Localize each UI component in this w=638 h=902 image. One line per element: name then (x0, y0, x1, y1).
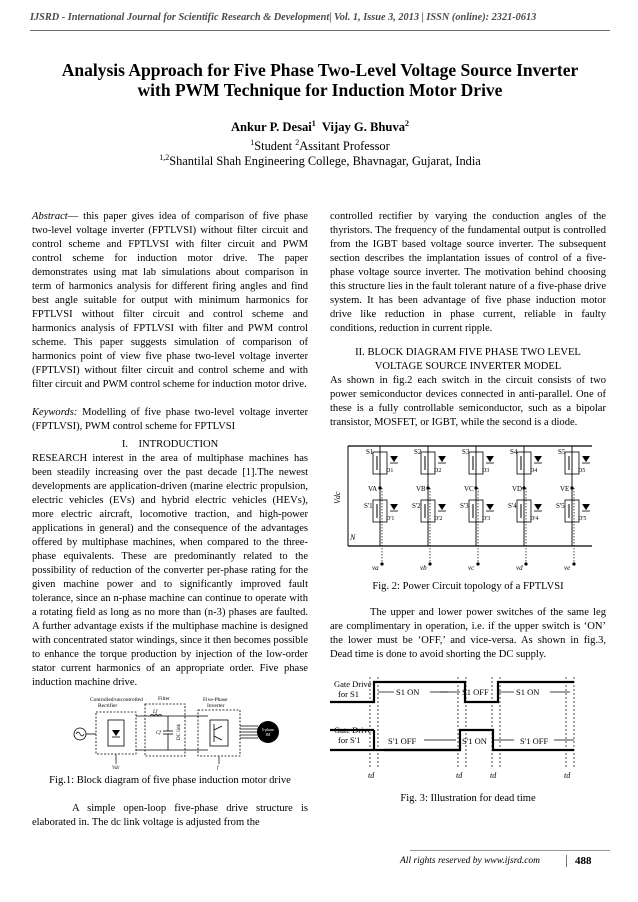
figure-2-caption: Fig. 2: Power Circuit topology of a FPTLVSI (372, 581, 564, 592)
fig3-td-2: td (456, 771, 463, 780)
node-label: VC (464, 485, 474, 493)
affiliation-sup: 1,2 (159, 152, 170, 162)
title-line-1: Analysis Approach for Five Phase Two-Level Voltage Source Inverter (61, 60, 579, 80)
node-label: VB (416, 485, 426, 493)
lower-diode-icon (390, 504, 398, 510)
output-node (476, 562, 479, 565)
output-label: vb (420, 564, 427, 572)
output-node (572, 562, 575, 565)
author-2: Vijay G. Bhuva (321, 120, 406, 134)
upper-switch-label: S3 (462, 448, 470, 456)
intro-paragraph-2: A simple open-loop five-phase drive structure is elaborated in. The dc link voltage is adjusted from the (32, 803, 308, 828)
inverter-block (198, 710, 240, 756)
output-label: va (372, 564, 379, 572)
lower-switch-label: S'2 (412, 502, 421, 510)
node-label: VD (512, 485, 523, 493)
figure-2 (330, 438, 606, 574)
lower-diode-label: D'5 (578, 516, 587, 522)
fig3-bottom-state-2: S'1 ON (462, 736, 487, 746)
figure-1-diagram (32, 694, 308, 770)
keywords-label: Keywords: (32, 407, 78, 418)
lower-diode-label: D'1 (386, 516, 395, 522)
fig1-label-filter: Filter (158, 696, 170, 702)
phase-node (474, 486, 477, 489)
author-1: Ankur P. Desai (230, 120, 312, 134)
page-number: 488 (566, 855, 592, 867)
left-column (32, 210, 308, 830)
figure-3-caption: Fig. 3: Illustration for dead time (400, 793, 536, 804)
lower-switch-label: S'1 (364, 502, 373, 510)
upper-switch-label: S1 (366, 448, 374, 456)
lower-diode-label: D'3 (482, 516, 491, 522)
author-2-sup: 2 (405, 118, 410, 128)
figure-1 (32, 694, 308, 770)
fig3-gate2-line1: Gate Drive (334, 725, 372, 735)
fig3-bottom-state-3: S'1 OFF (520, 736, 549, 746)
fig1-label-inv1: Five-Phase (203, 697, 228, 703)
upper-diode-label: D3 (482, 468, 490, 474)
output-label: ve (564, 564, 571, 572)
figure-2-diagram (330, 438, 606, 574)
fig1-label-motor1: 5-phase (261, 727, 275, 732)
output-label: vc (468, 564, 475, 572)
role-1: Student (254, 139, 296, 153)
intro-paragraph-1: RESEARCH interest in the area of multiphase machines has been steadily increasing over the past decade [1].The newest developments are application-driven (marine electric propulsion, electric vehicles (EVs) and hybrid electric vehicles (HEVs), more electric aircraft, locomotive traction, and high-power applications in general) and the consequence of the advantages offered by multiphase machines, when compared to the three-phase equivalents. These are predominantly related to the possibility of reduction of the converter per-phase rating for the given machine power and to significantly improved fault tolerance, since an n-phase machine can continue to operate with a rotating field as long as no more than (n-3) phases are faulted. A further advantage exists if the multiphase machine is designed with concentrated stator windings, since it then becomes possible to enhance the torque production by injection of the low-order stator current harmonics of an appropriate order. Five phase induction machine drive. (32, 453, 308, 688)
right-column (330, 210, 606, 806)
fig3-td-3: td (490, 771, 497, 780)
upper-switch-label: S4 (510, 448, 518, 456)
affiliation-text: Shantilal Shah Engineering College, Bhavnagar, Gujarat, India (169, 154, 481, 168)
keywords-text: Modelling of five phase two-level voltage inverter (FPTLVSI), PWM control scheme for FPTLVSI (32, 407, 308, 432)
lower-diode-icon (534, 504, 542, 510)
header-rule (30, 30, 610, 31)
output-node (380, 562, 383, 565)
upper-diode-label: D2 (434, 468, 442, 474)
section-2-title-line-1: II. BLOCK DIAGRAM FIVE PHASE TWO LEVEL (355, 347, 581, 358)
lower-diode-icon (486, 504, 494, 510)
phase-node (522, 486, 525, 489)
role-2: Assitant Professor (299, 139, 390, 153)
lower-switch-label: S'4 (508, 502, 517, 510)
node-label: VA (368, 485, 378, 493)
section-2-paragraph-1: As shown in fig.2 each switch in the circuit consists of two power semiconductor devices connected in anti-parallel. One of these is a fully controllable semiconductor, such as a bipolar transistor, MOSFET, or IGBT, while the second is a diode. (330, 375, 606, 428)
node-label: VE (560, 485, 570, 493)
section-1-title: I. INTRODUCTION (121, 439, 219, 450)
section-2-title-line-2: VOLTAGE SOURCE INVERTER MODEL (374, 361, 562, 372)
section-2-paragraph-2: The upper and lower power switches of the same leg are complimentary in operation, i.e. if the upper switch is ‘ON’ the lower must be ‘OFF,’ and vice-versa. As shown in fig.3, Dead time is done to avoid shorting the DC supply. (330, 607, 606, 660)
fig1-label-inv2: Inverter (207, 703, 225, 709)
figure-3 (330, 672, 606, 792)
vdc-label: Vdc (333, 491, 342, 504)
keywords (32, 406, 308, 434)
upper-diode-icon (486, 456, 494, 462)
upper-diode-label: D4 (530, 468, 538, 474)
title-line-2: with PWM Technique for Induction Motor Drive (137, 80, 503, 100)
fig1-label-lf: Lf (153, 710, 158, 715)
abstract (32, 210, 308, 392)
lower-switch-label: S'5 (556, 502, 565, 510)
footer-rule (410, 850, 610, 851)
upper-switch-label: S2 (414, 448, 422, 456)
lower-switch-label: S'3 (460, 502, 469, 510)
author-1-sup: 1 (311, 118, 316, 128)
fig1-label-rect1: Controlled/uncontrolled (90, 697, 143, 703)
footer-text: All rights reserved by www.ijsrd.com (400, 856, 541, 866)
role-sup-2: 2 (295, 137, 300, 147)
fig3-td-4: td (564, 771, 571, 780)
lower-diode-icon (582, 504, 590, 510)
affiliation (30, 154, 610, 169)
lower-diode-label: D'4 (530, 516, 539, 522)
role-sup-1: 1 (250, 137, 255, 147)
fig3-top-state-2: S1 OFF (462, 687, 489, 697)
phase-node (570, 486, 573, 489)
author-roles (30, 139, 610, 154)
upper-diode-icon (390, 456, 398, 462)
upper-diode-label: D1 (386, 468, 394, 474)
fig1-label-motor2: IM (265, 732, 271, 737)
phase-node (378, 486, 381, 489)
upper-diode-label: D5 (578, 468, 586, 474)
output-node (524, 562, 527, 565)
lower-diode-label: D'2 (434, 516, 443, 522)
fig1-label-rect2: Rectifier (98, 703, 118, 709)
n-label: N (350, 533, 356, 542)
fig3-gate1-line1: Gate Drive (334, 679, 372, 689)
abstract-label: Abstract (32, 211, 68, 222)
upper-diode-icon (438, 456, 446, 462)
fig3-gate1-line2: for S1 (338, 689, 360, 699)
upper-diode-icon (582, 456, 590, 462)
fig3-gate2-line2: for S'1 (338, 735, 361, 745)
fig1-label-vdc: Vdc (112, 766, 120, 770)
fig1-label-f: f (217, 766, 219, 770)
fig1-label-cf: Cf (156, 731, 161, 736)
fig3-top-state-3: S1 ON (516, 687, 540, 697)
phase-node (426, 486, 429, 489)
abstract-text: — this paper gives idea of comparison of five phase two-level voltage inverter (FPTLVSI) without filter circuit and control scheme and FPTLVSI with filter circuit and PWM control scheme for induction motor drive. The paper demonstrates using mat lab simulations about comparison in term of harmonics analysis for different firing angles and find best angle suitable for output with minimum harmonics for FPTLVSI without filter circuit and control scheme and harmonics analysis of FPTLVSI with filter and PWM control scheme. This paper suggests simulation of comparison of harmonics point of view five phase two-level voltage inverter (FPTLVSI) without filter circuit and control scheme and with filter circuit and PWM control scheme for induction motor drive. (32, 211, 308, 390)
upper-diode-icon (534, 456, 542, 462)
section-2-title (330, 346, 606, 374)
right-paragraph-1: controlled rectifier by varying the conduction angles of the thyristors. The frequency of the fundamental output is controlled from the IGBT based voltage source inverter. The subsequent section describes the implantation issues of control of a five-phase voltage source inverter. The motivation behind choosing this structure lies in the fault tolerant nature of a five-phase drive system. It has been advantage of five phase induction motor drive like reduction in phase current, reliable in faulty conditions, reduction in current ripple. (330, 211, 606, 334)
paper-title (40, 60, 600, 100)
journal-header: IJSRD - International Journal for Scientific Research & Development| Vol. 1, Issue 3, 2013 | ISSN (online): 2321-0613 (30, 12, 537, 23)
fig1-label-dc: DC link (177, 724, 182, 740)
authors (30, 120, 610, 135)
fig3-top-state-1: S1 ON (396, 687, 420, 697)
output-node (428, 562, 431, 565)
lower-diode-icon (438, 504, 446, 510)
figure-3-diagram (330, 672, 606, 792)
fig3-td-1: td (368, 771, 375, 780)
upper-switch-label: S5 (558, 448, 566, 456)
figure-1-caption: Fig.1: Block diagram of five phase induction motor drive (49, 775, 291, 786)
fig3-bottom-state-1: S'1 OFF (388, 736, 417, 746)
output-label: vd (516, 564, 523, 572)
